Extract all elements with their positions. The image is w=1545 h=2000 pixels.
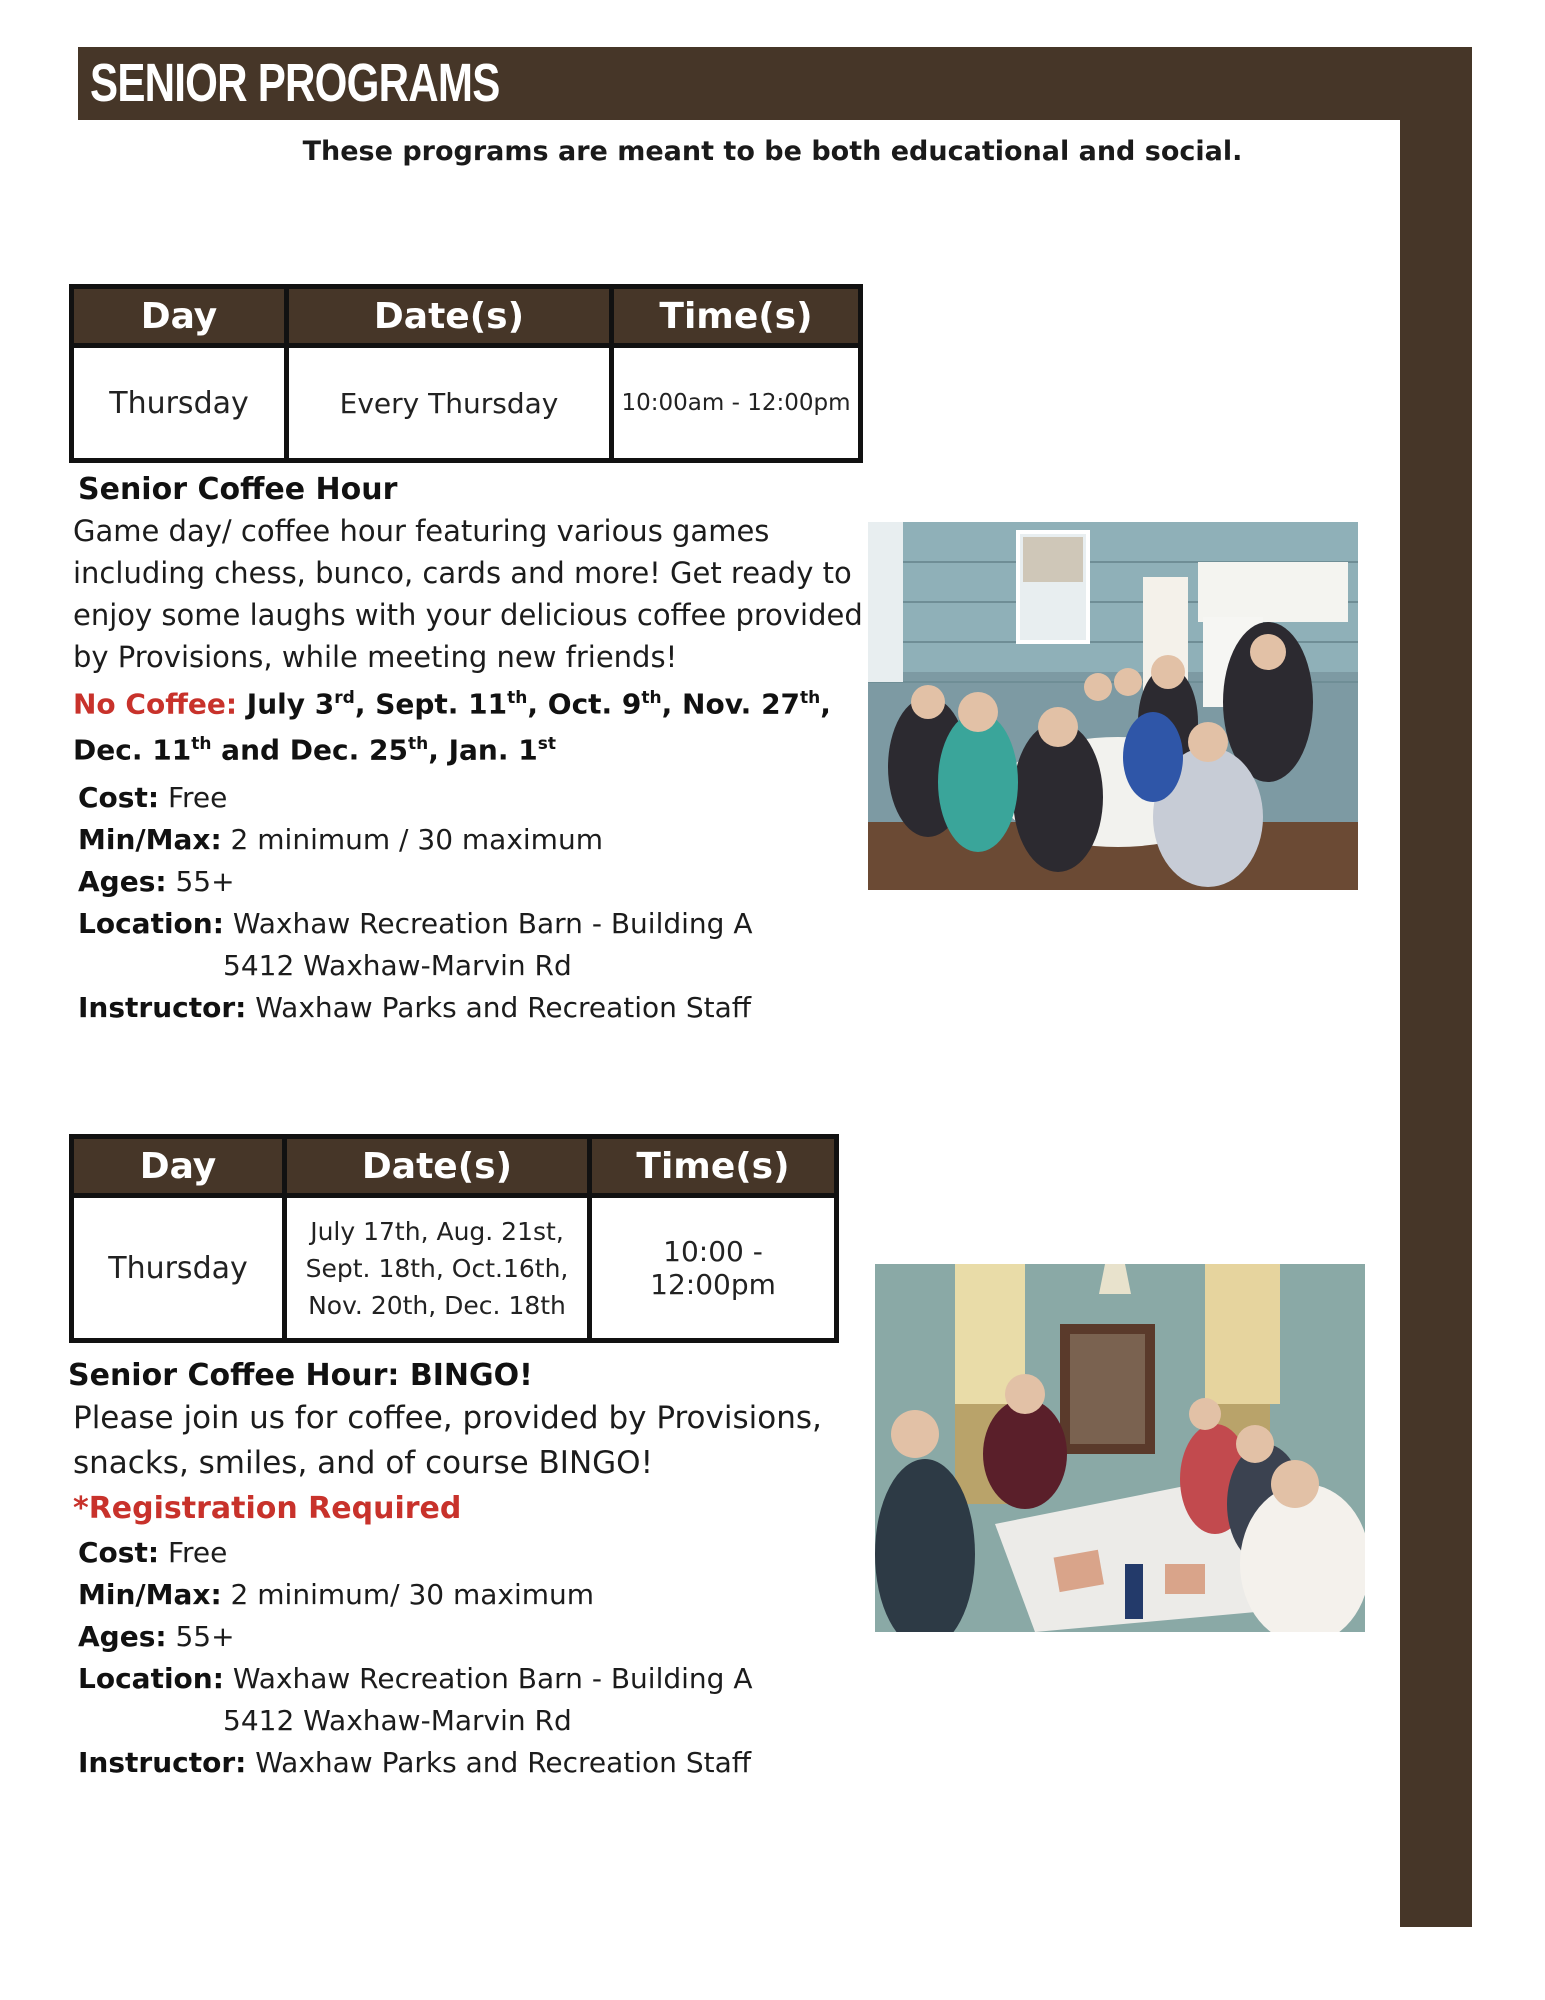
cell-day: Thursday <box>72 1196 285 1341</box>
table-header-row <box>72 287 861 346</box>
header-dates: Date(s) <box>285 1137 590 1196</box>
cell-time: 10:00 - 12:00pm <box>590 1196 837 1341</box>
minmax-line: Min/Max: 2 minimum / 30 maximum <box>78 822 603 856</box>
address-line: 5412 Waxhaw-Marvin Rd <box>223 948 572 982</box>
page-subtitle: These programs are meant to be both educational and social. <box>302 136 1243 167</box>
ages-line: Ages: 55+ <box>78 864 235 898</box>
bingo-photo <box>875 1264 1365 1632</box>
header-day: Day <box>72 1137 285 1196</box>
schedule-table-2 <box>69 1134 839 1343</box>
cell-dates: July 17th, Aug. 21st, Sept. 18th, Oct.16th, Nov. 20th, Dec. 18th <box>285 1196 590 1341</box>
cell-dates: Every Thursday <box>287 346 612 461</box>
program-1-description: Game day/ coffee hour featuring various games including chess, bunco, cards and more! Get ready to enjoy some laughs with your delicious coffee provided by Provisions, while meeting new friends! <box>73 514 863 674</box>
minmax-line: Min/Max: 2 minimum/ 30 maximum <box>78 1578 595 1611</box>
program-2-title: Senior Coffee Hour: BINGO! <box>68 1358 533 1393</box>
cost-line: Cost: Free <box>78 1536 228 1569</box>
instructor-line: Instructor: Waxhaw Parks and Recreation Staff <box>78 1746 752 1779</box>
location-line: Location: Waxhaw Recreation Barn - Building A <box>78 906 753 940</box>
side-bar <box>1400 120 1472 1927</box>
registration-required: *Registration Required <box>73 1491 462 1526</box>
program-2-section <box>68 1356 863 1784</box>
program-1-section <box>73 470 863 1029</box>
header-times: Time(s) <box>590 1137 837 1196</box>
schedule-table-1 <box>69 284 863 463</box>
instructor-line: Instructor: Waxhaw Parks and Recreation Staff <box>78 990 752 1024</box>
header-dates: Date(s) <box>287 287 612 346</box>
location-line: Location: Waxhaw Recreation Barn - Building A <box>78 1662 753 1695</box>
no-coffee-label: No Coffee: <box>73 687 238 721</box>
header-day: Day <box>72 287 287 346</box>
program-2-description: Please join us for coffee, provided by Provisions, snacks, smiles, and of course BINGO! <box>73 1400 822 1481</box>
cell-time: 10:00am - 12:00pm <box>612 346 861 461</box>
header-times: Time(s) <box>612 287 861 346</box>
page-title: SENIOR PROGRAMS <box>90 53 500 113</box>
table-row <box>72 1196 837 1341</box>
table-row <box>72 346 861 461</box>
header-bar <box>78 47 1472 120</box>
cost-line: Cost: Free <box>78 780 228 814</box>
address-line: 5412 Waxhaw-Marvin Rd <box>223 1704 572 1737</box>
ages-line: Ages: 55+ <box>78 1620 235 1653</box>
coffee-hour-photo <box>868 522 1358 890</box>
no-coffee-dates: No Coffee: July 3rd, Sept. 11th, Oct. 9th, Nov. 27th, Dec. 11th and Dec. 25th, Jan. 1st <box>73 687 831 767</box>
program-1-title: Senior Coffee Hour <box>78 472 398 507</box>
cell-day: Thursday <box>72 346 287 461</box>
table-header-row <box>72 1137 837 1196</box>
